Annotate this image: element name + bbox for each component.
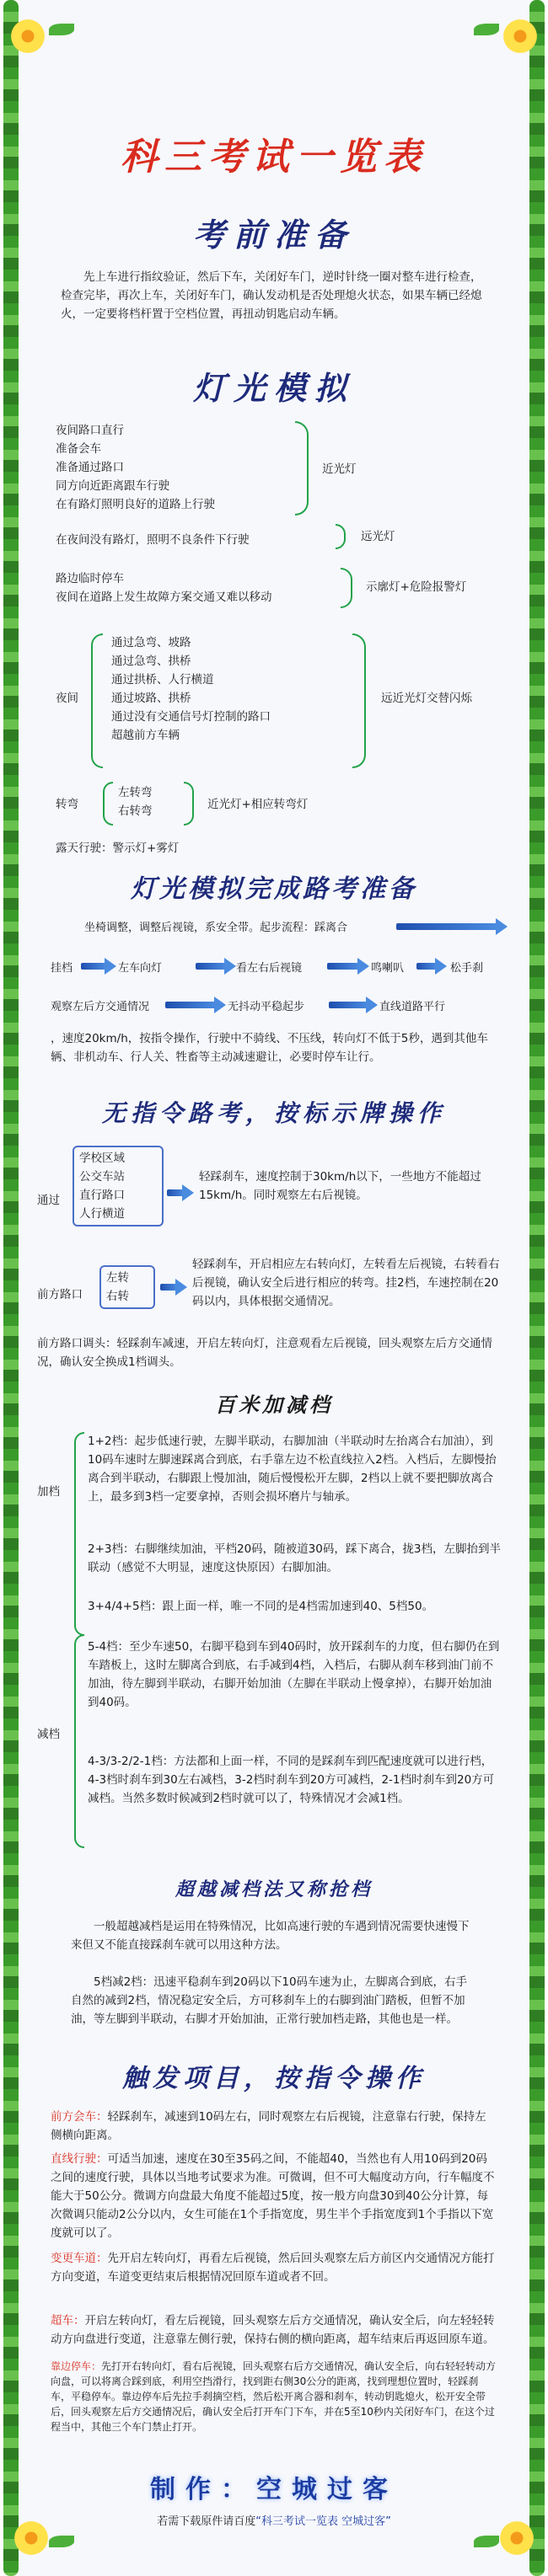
marker-hazard-label: 示廓灯+危险报警灯	[366, 580, 467, 594]
turn-label: 近光灯+相应转弯灯	[207, 798, 309, 811]
low-beam-condition: 在有路灯照明良好的道路上行驶	[56, 498, 215, 511]
low-beam-label: 近光灯	[322, 462, 357, 476]
start-flow-step: 左车向灯	[118, 962, 163, 975]
triggered-item: 变更车道：先开启左转向灯，再看左后视镜，然后回头观察左后方前区内交通情况方能打方向变道，车道变更结束后根据情况回原车道或者不回。	[51, 2252, 495, 2284]
marker-hazard-conditions: 路边临时停车 夜间在道路上发生故障方案交通又难以移动	[56, 572, 272, 604]
leaf-decoration	[474, 24, 499, 35]
triggered-item: 超车：开启左转向灯，看左后视镜，回头观察左后方交通情况，确认安全后，向左轻轻转动方向盘进行变道，注意靠左侧行驶，保持右侧的横向距离，超车结束后再返回原车道。	[51, 2314, 495, 2346]
section-title-light-sim: 灯光模拟	[192, 370, 355, 407]
upshift-step: 2+3档：右脚继续加油，平档20码，随被道30码，踩下离合，拢3档，左脚抬到半联动（感觉不大明显，速度这快原因）右脚加油。	[88, 1542, 501, 1574]
low-beam-condition: 夜间路口直行	[56, 424, 124, 437]
author-banner: 制作：空城过客	[150, 2475, 398, 2504]
pass-prefix: 通过	[37, 1194, 60, 1207]
section-title-pre-exam: 考前准备	[192, 216, 355, 254]
downshift-step: 5-4档：至少车速50，右脚平稳到车到40码时，放开踩刹车的力度，但右脚仍在到车踏板上，这时左脚离合到底，右手减到4档，入档后，右脚从刹车移到油门前不加油，待左脚到半联动，右脚开始加油（左脚在半联动上慢拿掉），右脚开始加油到40码。	[88, 1640, 500, 1709]
low-beam-condition: 同方向近距离跟车行驶	[56, 479, 169, 493]
pre-exam-text: 先上车进行指纹验证，然后下车，关闭好车门，逆时针绕一圈对整车进行检查，检查完毕，再次上车，关闭好车门，确认发动机是否处理熄火状态，如果车辆已经熄火，一定要将档杆置于空档位置，再扭动钥匙启动车辆。	[61, 270, 482, 321]
downshift-step: 4-3/3-2/2-1档：方法都和上面一样，不同的是踩刹车到匹配速度就可以进行档，4-3档时刹车到30左右减档，3-2档时刹车到20方可减档，2-1档时刹车到20方可减档。当然多数时候减到2档时就可以了，特殊情况才会减1档。	[88, 1755, 495, 1805]
brace	[184, 782, 194, 826]
leaf-decoration	[49, 24, 74, 35]
brace	[295, 421, 309, 516]
brace	[341, 568, 352, 608]
leaf-decoration	[474, 2536, 499, 2547]
overtake-downshift-intro: 一般超越减档是运用在特殊情况，比如高速行驶的车遇到情况需要快速慢下来但又不能直接踩刹车就可以用这种方法。	[71, 1920, 470, 1952]
flow-arrow	[165, 1002, 216, 1008]
triggered-item: 直线行驶：可适当加速，速度在30至35码之间，不能超40，当然也有人用10码到20码之间的速度行驶，具体以当地考试要求为准。可微调，但不可大幅度动方向，行车幅度不能大于50公分。微调方向盘最大角度不能超过5度，按一般方向盘30到40公分计算，每次微调只能动2公分以内，女生可能在1个手指宽度，男生半个手指宽度到1个手指以下宽度就可以了。	[51, 2152, 495, 2240]
flower-decoration	[8, 17, 47, 56]
section-title-triggered: 触发项目，按指令操作	[122, 2064, 426, 2093]
start-flow-step: 观察左后方交通情况	[51, 1001, 150, 1013]
flash-label: 远近光灯交替闪烁	[381, 692, 472, 705]
low-beam-conditions	[56, 421, 215, 514]
flower-decoration	[501, 17, 540, 56]
flash-conditions: 通过急弯、坡路 通过急弯、拱桥 通过拱桥、人行横道 通过坡路、拱桥 通过没有交通信号灯控制的路口 超越前方车辆	[111, 636, 271, 742]
start-flow-step: 坐椅调整，调整后视镜，系安全带。起步流程：踩离合	[84, 922, 348, 934]
upshift-label: 加档	[37, 1485, 60, 1499]
flow-arrow	[160, 1284, 177, 1291]
flow-arrow	[81, 963, 106, 970]
start-flow-step: 直线道路平行	[379, 1001, 446, 1013]
page-title: 科三考试一览表	[121, 136, 427, 179]
pass-area-text: 轻踩刹车，速度控制于30km/h以下，一些地方不能超过15km/h。同时观察左右后视镜。	[199, 1170, 481, 1202]
brace	[103, 782, 113, 826]
leaf-decoration	[49, 2536, 74, 2547]
low-beam-condition: 准备通过路口	[56, 461, 124, 474]
low-beam-condition: 准备会车	[56, 442, 101, 456]
brace	[74, 1432, 84, 1636]
upshift-step: 1+2档：起步低速行驶，左脚半联动，右脚加油（半联动时左抬离合右加油），到10码车速时左脚速踩离合到底，右手靠左边不松直线拉入2档。入档后，左脚慢抬离合到半联动，右脚跟上慢加油，随后慢慢松开左脚，2档以上就不要把脚放离合上，最多到3档一定要拿掉，否则会损坏磨片与轴承。	[88, 1435, 497, 1504]
turn-prefix: 转弯	[56, 798, 78, 811]
triggered-item: 靠边停车：先打开右转向灯，看右后视镜，回头观察右后方交通情况，确认安全后，向右轻轻转动方向盘，可以将离合踩到底，利用空挡滑行，找到距右侧30公分的距离，找到理想位置时，轻踩刹车，平稳停车。靠边停车后先拉手刹摘空档，然后松开离合器和刹车，转动钥匙熄火，松开安全带后，回头观察左后方交通情况后，确认安全后打开车门下车，并在5至10秒内关闭好车门，在这个过程当中，其他三个车门禁止打开。	[51, 2360, 497, 2433]
brace	[91, 633, 103, 768]
fog-note: 露天行驶：警示灯+雾灯	[56, 842, 180, 855]
flow-arrow	[196, 963, 226, 970]
upshift-step: 3+4/4+5档：跟上面一样，唯一不同的是4档需加速到40、5档50。	[88, 1600, 434, 1613]
high-beam-label: 远光灯	[361, 530, 395, 543]
brace	[352, 633, 366, 768]
brace	[74, 1634, 84, 1848]
start-flow-step: 看左右后视镜	[236, 962, 303, 975]
start-flow-step: 无抖动平稳起步	[228, 1001, 305, 1013]
pass-area-list: 学校区域 公交车站 直行路口 人行横道	[73, 1146, 164, 1227]
front-junction-prefix: 前方路口	[37, 1288, 83, 1301]
downshift-label: 减档	[37, 1728, 60, 1741]
driving-rules-text: ，速度20km/h，按指令操作，行驶中不骑线、不压线，转向灯不低于5秒，遇到其他车辆、非机动车、行人关、牲畜等主动减速避让，必要时停车让行。	[51, 1032, 488, 1064]
front-junction-list: 左转 右转	[99, 1265, 155, 1309]
triggered-item: 前方会车：轻踩刹车，减速到10码左右，同时观察左右后视镜，注意靠右行驶，保持左侧横向距离。	[51, 2110, 486, 2142]
section-title-no-instruction: 无指令路考，按标示牌操作	[101, 1099, 446, 1127]
overtake-downshift-detail: 5档减2档：迅速平稳刹车到20码以下10码车速为止，左脚离合到底，右手自然的减到2档，情况稳定安全后，方可移刹车上的右脚到油门踏板，但暂不加油，等左脚到半联动，右脚才开始加油，正常行驶加档走路，其他也是一样。	[71, 1975, 468, 2026]
flow-arrow	[327, 963, 359, 970]
turn-conditions: 左转弯 右转弯	[118, 786, 153, 818]
section-title-hundred-meter: 百米加减档	[215, 1393, 333, 1417]
download-note: 若需下载原件请百度“科三考试一览表 空城过客”	[157, 2515, 391, 2528]
section-title-after-light: 灯光模拟完成路考准备	[131, 874, 417, 904]
high-beam-condition: 在夜间没有路灯，照明不良条件下行驶	[56, 533, 250, 547]
section-title-overtake-downshift: 超越减档法又称抢档	[175, 1879, 373, 1900]
flow-arrow	[329, 1002, 368, 1008]
front-junction-text: 轻踩刹车，开启相应左右转向灯，左转看左后视镜，右转看右后视镜，确认安全后进行相应的转弯。挂2档，车速控制在20码以内，具体根据交通情况。	[192, 1258, 500, 1308]
start-flow-step: 鸣喇叭	[371, 962, 405, 975]
start-flow-step: 挂档	[51, 962, 73, 975]
night-prefix: 夜间	[56, 692, 78, 705]
flow-arrow	[167, 1189, 184, 1196]
start-flow-step: 松手刹	[450, 962, 484, 975]
flow-arrow	[416, 963, 437, 970]
flow-arrow	[396, 923, 497, 930]
uturn-text: 前方路口调头：轻踩刹车减速，开启左转向灯，注意观看左后视镜，回头观察左后方交通情况，确认安全换成1档调头。	[37, 1337, 492, 1369]
